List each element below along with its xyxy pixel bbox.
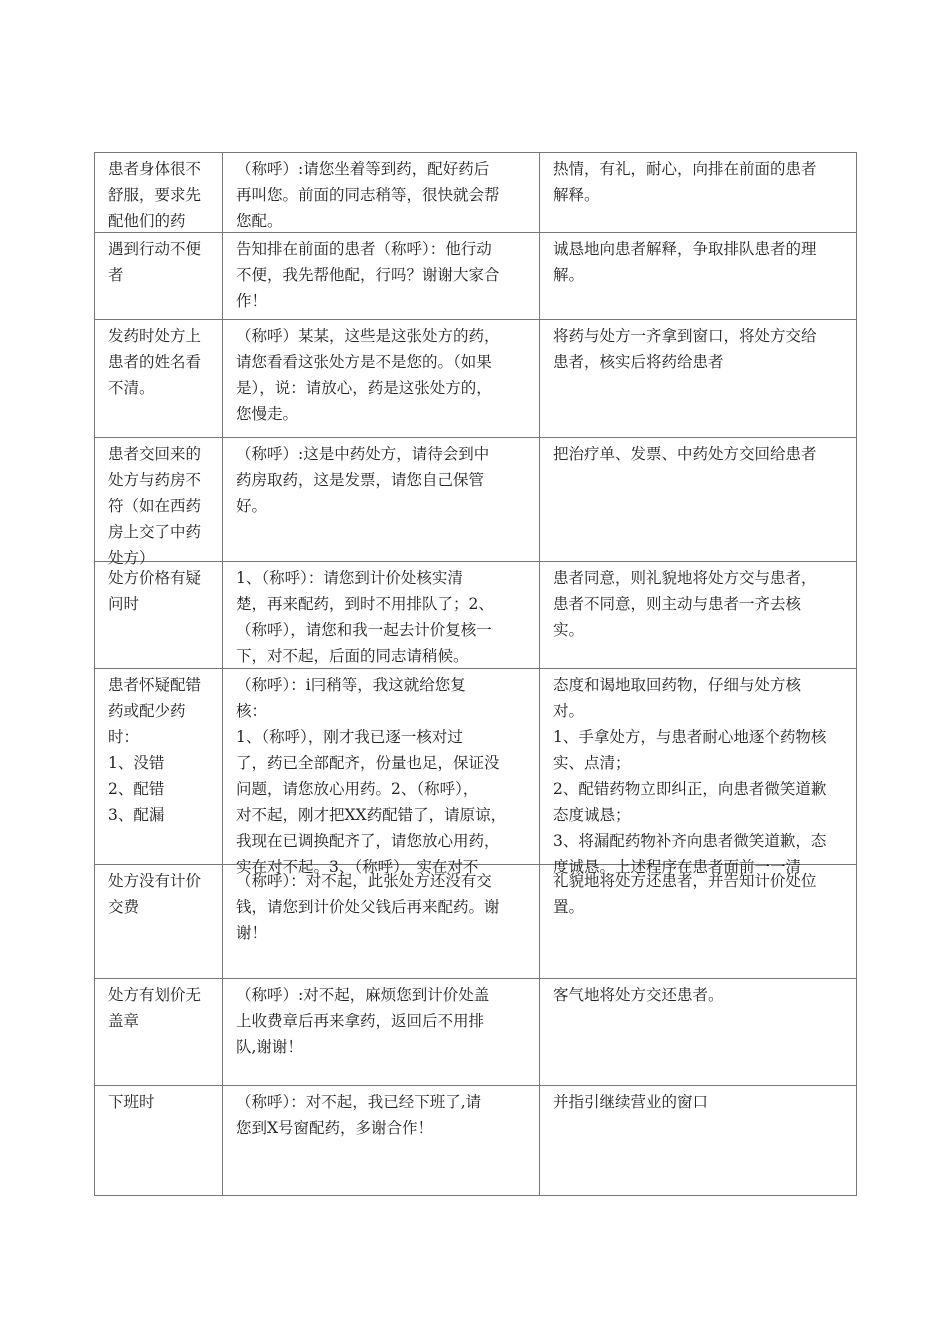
speech-text-line: 上收费章后再来拿药，返回后不用排 xyxy=(236,1012,485,1030)
situation-text-line: 3、配漏 xyxy=(108,806,165,824)
speech-text-line: （称呼）：对不起，此张处方还没有交 xyxy=(236,872,492,890)
table-row xyxy=(95,1086,857,1196)
situation-cell xyxy=(95,153,223,233)
action-cell xyxy=(540,438,857,562)
situation-text-line: 配他们的药 xyxy=(108,212,186,230)
speech-cell xyxy=(223,865,540,979)
situation-text-line: 发药时处方上 xyxy=(108,327,202,345)
etiquette-table xyxy=(94,152,857,1196)
situation-text-line: 不清。 xyxy=(108,379,155,397)
situation-cell xyxy=(95,1086,223,1196)
situation-text-line: 遇到行动不便 xyxy=(108,240,202,258)
speech-text-line: 不便，我先帮他配，行吗？谢谢大家合 xyxy=(236,266,500,284)
action-text-line: 并指引继续营业的窗口 xyxy=(553,1093,709,1111)
situation-text-line: 舒服，要求先 xyxy=(108,186,202,204)
speech-text-line: 请您看看这张处方是不是您的。（如果 xyxy=(236,353,492,371)
table-row xyxy=(95,438,857,562)
situation-cell xyxy=(95,562,223,669)
speech-cell xyxy=(223,1086,540,1196)
speech-text-line: （称呼）:对不起，麻烦您到计价处盖 xyxy=(236,986,490,1004)
situation-text-line: 1、没错 xyxy=(108,754,165,772)
situation-text-line: 处方与药房不 xyxy=(108,471,202,489)
action-cell xyxy=(540,865,857,979)
situation-cell xyxy=(95,669,223,865)
speech-cell xyxy=(223,233,540,320)
situation-cell xyxy=(95,233,223,320)
speech-text-line: 告知排在前面的患者（称呼）：他行动 xyxy=(236,240,492,258)
situation-text-line: 药或配少药 xyxy=(108,702,186,720)
speech-text-line: 再叫您。前面的同志稍等，很快就会帮 xyxy=(236,186,500,204)
action-cell xyxy=(540,979,857,1086)
speech-text-line: 对不起，刚才把XX药配错了，请原谅， xyxy=(236,806,507,824)
action-text-line: 态度和谒地取回药物，仔细与处方核 xyxy=(553,676,802,694)
situation-cell xyxy=(95,865,223,979)
situation-text-line: 处方） xyxy=(108,549,155,567)
speech-text-line: 您到X号窗配药，多谢合作！ xyxy=(236,1119,434,1137)
situation-text-line: 处方没有计价 xyxy=(108,872,202,890)
action-text-line: 把治疗单、发票、中药处方交回给患者 xyxy=(553,445,817,463)
table-row xyxy=(95,233,857,320)
situation-cell xyxy=(95,320,223,438)
action-text-line: 客气地将处方交还患者。 xyxy=(553,986,724,1004)
action-text-line: 对。 xyxy=(553,702,585,720)
action-cell xyxy=(540,320,857,438)
speech-text-line: （称呼）:这是中药处方，请待会到中 xyxy=(236,445,490,463)
action-text-line: 患者同意，则礼貌地将处方交与患者， xyxy=(553,569,817,587)
action-text-line: 态度诚恳； xyxy=(553,806,631,824)
action-cell xyxy=(540,153,857,233)
situation-text-line: 盖章 xyxy=(108,1012,140,1030)
speech-text-line: （称呼）某某，这些是这张处方的药， xyxy=(236,327,500,345)
speech-text-line: 谢！ xyxy=(236,924,268,942)
speech-text-line: 下，对不起，后面的同志请稍候。 xyxy=(236,647,469,665)
situation-text-line: 患者的姓名看 xyxy=(108,353,202,371)
speech-text-line: （称呼）：对不起，我已经下班了,请 xyxy=(236,1093,482,1111)
speech-cell xyxy=(223,438,540,562)
action-text-line: 礼貌地将处方还患者，并告知计价处位 xyxy=(553,872,817,890)
table-row xyxy=(95,669,857,865)
situation-text-line: 下班时 xyxy=(108,1093,155,1111)
action-text-line: 实。 xyxy=(553,621,585,639)
speech-text-line: 实在对不起。3、（称呼），实在对不 xyxy=(236,858,479,876)
speech-text-line: 您配。 xyxy=(236,212,283,230)
speech-text-line: 作！ xyxy=(236,292,268,310)
speech-text-line: 是），说：请放心，药是这张处方的， xyxy=(236,379,492,397)
situation-text-line: 患者交回来的 xyxy=(108,445,202,463)
table-row xyxy=(95,153,857,233)
situation-cell xyxy=(95,438,223,567)
situation-text-line: 2、配错 xyxy=(108,780,165,798)
speech-text-line: （称呼）：i冃稍等，我这就给您复 xyxy=(236,676,466,694)
situation-text-line: 患者身体很不 xyxy=(108,160,202,178)
action-text-line: 热情，有礼，耐心，向排在前面的患者 xyxy=(553,160,817,178)
table-row xyxy=(95,320,857,438)
speech-text-line: 问题，请您放心用药。2、（称呼）， xyxy=(236,780,479,798)
action-text-line: 解。 xyxy=(553,266,585,284)
speech-cell xyxy=(223,320,540,438)
action-cell xyxy=(540,233,857,320)
speech-text-line: 1、（称呼）：请您到计价处核实清 xyxy=(236,569,463,587)
speech-text-line: 钱，请您到计价处父钱后再来配药。谢 xyxy=(236,898,500,916)
action-text-line: 2、配错药物立即纠正，向患者微笑道歉 xyxy=(553,780,827,798)
situation-text-line: 患者怀疑配错 xyxy=(108,676,202,694)
action-text-line: 解释。 xyxy=(553,186,600,204)
speech-text-line: 您慢走。 xyxy=(236,405,299,423)
speech-cell xyxy=(223,979,540,1086)
speech-text-line: （称呼）:请您坐着等到药，配好药后 xyxy=(236,160,490,178)
action-cell xyxy=(540,1086,857,1196)
action-text-line: 3、将漏配药物补齐向患者微笑道歉，态 xyxy=(553,832,827,850)
action-text-line: 1、手拿处方，与患者耐心地逐个药物核 xyxy=(553,728,827,746)
speech-cell xyxy=(223,153,540,233)
situation-text-line: 符（如在西药 xyxy=(108,497,202,515)
action-text-line: 患者，核实后将药给患者 xyxy=(553,353,724,371)
action-cell xyxy=(540,669,857,876)
action-text-line: 度诚恳。上述程序在患者面前一一清 xyxy=(553,858,802,876)
speech-cell xyxy=(223,562,540,669)
speech-text-line: 了，药已全部配齐，份量也足，保证没 xyxy=(236,754,500,772)
action-cell xyxy=(540,562,857,669)
action-text-line: 诚恳地向患者解释，争取排队患者的理 xyxy=(553,240,817,258)
speech-text-line: 楚，再来配药，到时不用排队了；2、 xyxy=(236,595,494,613)
speech-text-line: 好。 xyxy=(236,497,268,515)
situation-text-line: 交费 xyxy=(108,898,140,916)
action-text-line: 患者不同意，则主动与患者一齐去核 xyxy=(553,595,802,613)
situation-text-line: 房上交了中药 xyxy=(108,523,202,541)
speech-text-line: 药房取药，这是发票，请您自己保管 xyxy=(236,471,485,489)
situation-text-line: 者 xyxy=(108,266,124,284)
table-row xyxy=(95,979,857,1086)
speech-cell xyxy=(223,669,540,876)
situation-text-line: 时： xyxy=(108,728,140,746)
speech-text-line: （称呼），请您和我一起去计价复核一 xyxy=(236,621,492,639)
action-text-line: 实、点清； xyxy=(553,754,631,772)
table-row xyxy=(95,562,857,669)
situation-text-line: 处方价格有疑 xyxy=(108,569,202,587)
table-row xyxy=(95,865,857,979)
speech-text-line: 核： xyxy=(236,702,268,720)
action-text-line: 将药与处方一齐拿到窗口，将处方交给 xyxy=(553,327,817,345)
action-text-line: 置。 xyxy=(553,898,585,916)
situation-cell xyxy=(95,979,223,1086)
situation-text-line: 问时 xyxy=(108,595,140,613)
speech-text-line: 1、（称呼），刚才我已逐一核对过 xyxy=(236,728,463,746)
situation-text-line: 处方有划价无 xyxy=(108,986,202,1004)
speech-text-line: 我现在已调换配齐了，请您放心用药， xyxy=(236,832,500,850)
speech-text-line: 队,谢谢！ xyxy=(236,1038,303,1056)
